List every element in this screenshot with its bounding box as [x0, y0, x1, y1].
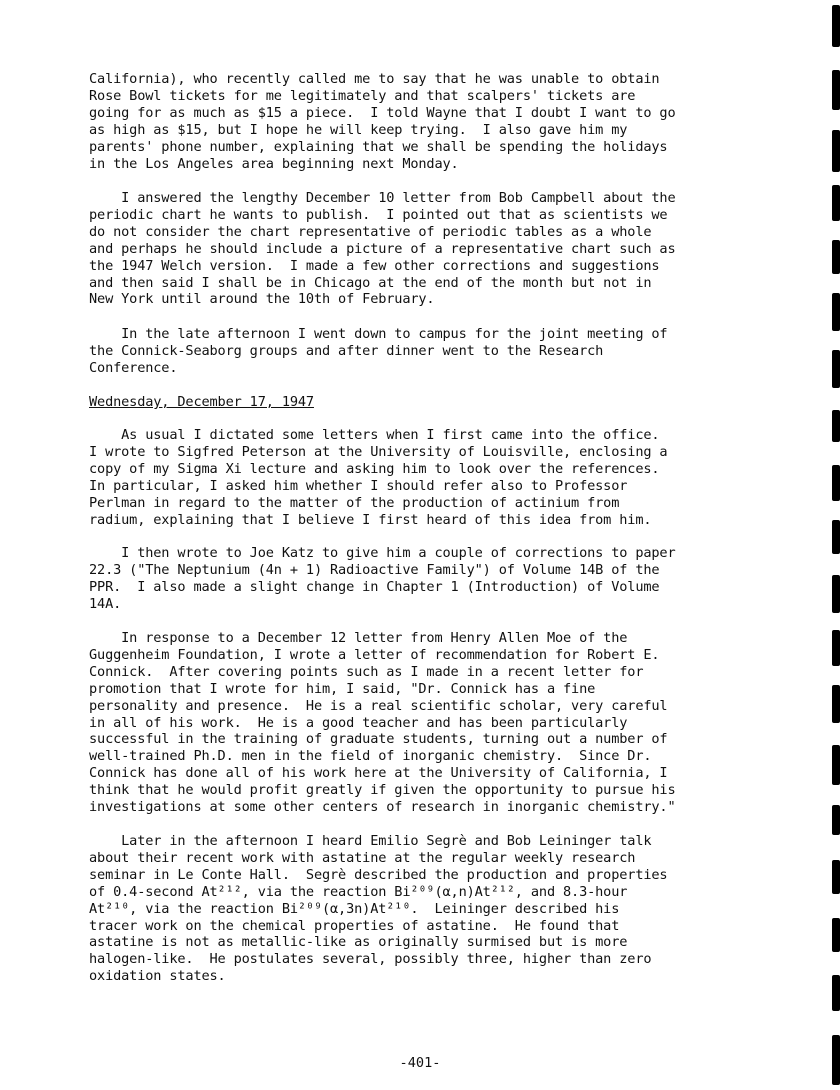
paragraph-connick-recommendation: In response to a December 12 letter from Henry Allen Moe of the Guggenheim Foundation, I wrote a letter of recommendation for Robert E. Connick. After covering points such as I made in a recent letter for promotion that I wrote for him, I said, "Dr. Connick has a fine personality and presence. He is a real scientific scholar, very careful in all of his work. He is a good teacher and has been particularly successful in the training of graduate students, turning out a number of well-trained Ph.D. men in the field of inorganic chemistry. Since Dr. Connick has done all of his work here at the University of California, I think that he would profit greatly if given the opportunity to pursue his investigations at some other centers of research in inorganic chemistry." [89, 630, 676, 816]
paragraph-joint-meeting: In the late afternoon I went down to campus for the joint meeting of the Connick-Seaborg groups and after dinner went to the Research Conference. [89, 326, 668, 376]
paragraph-peterson-letter: As usual I dictated some letters when I first came into the office. I wrote to Sigfred Peterson at the University of Louisville, enclosing a copy of my Sigma Xi lecture and asking him to look over the references. In particular, I asked him whether I should refer also to Professor Perlman in regard to the matter of the production of actinium from radium, explaining that I believe I first heard of this idea from him. [89, 427, 668, 528]
paragraph-periodic-chart: I answered the lengthy December 10 letter from Bob Campbell about the periodic chart he wants to publish. I pointed out that as scientists we do not consider the chart representative of periodic tables as a whole and perhaps he should include a picture of a representative chart such as the 1947 Welch version. I made a few other corrections and suggestions and then said I shall be in Chicago at the end of the month but not in New York until around the 10th of February. [89, 190, 676, 308]
paragraph-katz-corrections: I then wrote to Joe Katz to give him a couple of corrections to paper 22.3 ("The Neptunium (4n + 1) Radioactive Family") of Volume 14B of the PPR. I also made a slight change in Chapter 1 (Introduction) of Volume 14A. [89, 545, 676, 612]
page-number: -401- [399, 1055, 441, 1071]
paragraph-rose-bowl: California), who recently called me to say that he was unable to obtain Rose Bowl tickets for me legitimately and that scalpers' tickets are going for as much as $15 a piece. I told Wayne that I doubt I want to go as high as $15, but I hope he will keep trying. I also gave him my parents' phone number, explaining that we shall be spending the holidays in the Los Angeles area beginning next Monday. [89, 71, 676, 172]
paragraph-astatine-seminar: Later in the afternoon I heard Emilio Segrè and Bob Leininger talk about their recent work with astatine at the regular weekly research seminar in Le Conte Hall. Segrè described the production and properties of 0.4-second At²¹², via the reaction Bi²⁰⁹(α,n)At²¹², and 8.3-hour At²¹⁰, via the reaction Bi²⁰⁹(α,3n)At²¹⁰. Leininger described his tracer work on the chemical properties of astatine. He found that astatine is not as metallic-like as originally surmised but is more halogen-like. He postulates several, possibly three, higher than zero oxidation states. [89, 833, 668, 985]
date-heading: Wednesday, December 17, 1947 [89, 394, 314, 410]
